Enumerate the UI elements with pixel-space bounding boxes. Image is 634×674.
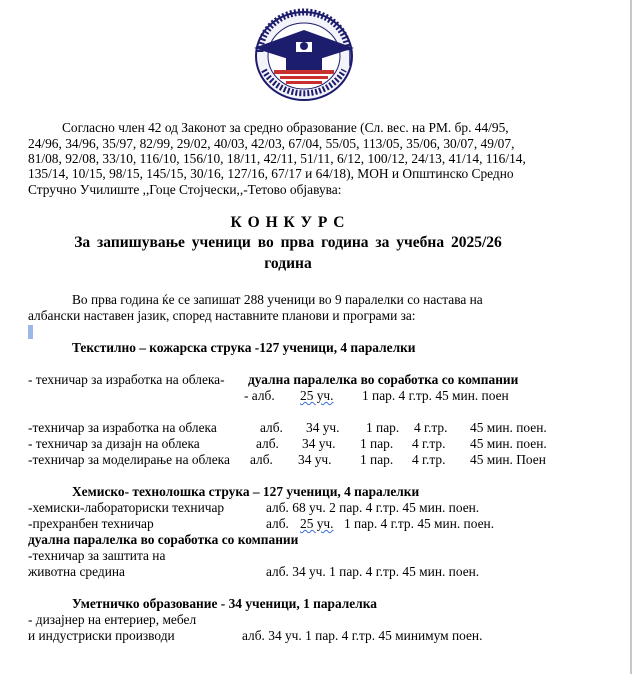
row-label: -техничар за изработка на облека xyxy=(28,420,217,435)
row-label: и индустриски производи xyxy=(28,628,175,643)
document-subtitle-line-2: година xyxy=(264,255,312,272)
intro-line-1: Согласно член 42 од Законот за средно образование (Сл. вес. на РМ. бр. 44/95, xyxy=(62,120,509,135)
row-students: 34 уч. xyxy=(302,436,336,451)
row-label: -техничар за моделирање на облека xyxy=(28,452,230,467)
section-heading-chemistry: Хемиско- технолошка струка – 127 ученици, 4 паралелки xyxy=(72,484,420,499)
row-students: 25 уч. xyxy=(300,388,334,403)
row-parallels: 1 пар. xyxy=(366,420,400,435)
row-years: 4 г.тр. xyxy=(412,452,446,467)
row-points: 45 мин. поен. xyxy=(470,436,547,451)
row-language: - алб. xyxy=(244,388,275,403)
row-students: 25 уч. xyxy=(300,516,334,531)
row-details: алб. 34 уч. 1 пар. 4 г.тр. 45 мин. поен. xyxy=(266,564,480,579)
row-language: алб. xyxy=(260,420,283,435)
row-label: - техничар за изработка на облека- xyxy=(28,372,225,387)
row-label: -техничар за заштита на xyxy=(28,548,166,563)
row-label: - дизајнер на ентериер, мебел xyxy=(28,612,197,627)
intro-line-5: Стручно Училиште ,,Гоце Стојчески,,-Тетово објавува: xyxy=(28,182,342,197)
school-seal-logo xyxy=(246,8,362,108)
section-heading-art: Уметничко образование - 34 ученици, 1 паралелка xyxy=(72,596,377,611)
text-cursor xyxy=(28,325,33,339)
row-label: -хемиски-лабораториски техничар xyxy=(28,500,225,515)
section-heading-textile: Текстилно – кожарска струка -127 ученици, 4 паралелки xyxy=(72,340,416,355)
row-label: -прехранбен техничар xyxy=(28,516,154,531)
row-points: 45 мин. поен. xyxy=(470,420,547,435)
row-label: животна средина xyxy=(28,564,125,579)
row-details: 1 пар. 4 г.тр. 45 мин. поен xyxy=(362,388,509,403)
row-students: 34 уч. xyxy=(298,452,332,467)
row-points: 45 мин. Поен xyxy=(470,452,546,467)
intro-line-2: 24/96, 34/96, 35/97, 82/99, 29/02, 40/03, 42/03, 67/04, 55/05, 113/05, 35/06, 30/07, 49/07, xyxy=(28,136,515,151)
dual-class-note: дуална паралелка во соработка со компании xyxy=(248,372,519,387)
row-language: алб. xyxy=(256,436,279,451)
document-title: К О Н К У Р С xyxy=(230,214,346,231)
page-edge xyxy=(630,0,632,674)
document-subtitle-line-1: За запишување ученици во прва година за учебна 2025/26 xyxy=(74,234,502,251)
enrollment-line-1: Во прва година ќе се запишат 288 ученици во 9 паралелки со настава на xyxy=(72,292,483,307)
row-details: алб. 34 уч. 1 пар. 4 г.тр. 45 минимум поен. xyxy=(242,628,483,643)
row-details: алб. 68 уч. 2 пар. 4 г.тр. 45 мин. поен. xyxy=(266,500,480,515)
row-parallels: 1 пар. xyxy=(360,452,394,467)
row-label: - техничар за дизајн на облека xyxy=(28,436,200,451)
row-years: 4 г.тр. xyxy=(414,420,448,435)
row-language: алб. xyxy=(250,452,273,467)
intro-line-3: 81/08, 92/08, 33/10, 116/10, 156/10, 18/11, 42/11, 51/11, 6/12, 100/12, 24/13, 41/14, 116/14, xyxy=(28,151,526,166)
enrollment-line-2: албански наставен јазик, според наставните планови и програми за: xyxy=(28,308,416,323)
intro-line-4: 135/14, 10/15, 98/15, 145/15, 30/16, 127/16, 67/17 и 64/18), МОН и Општинско Средно xyxy=(28,166,514,181)
row-parallels: 1 пар. xyxy=(360,436,394,451)
row-years: 4 г.тр. xyxy=(412,436,446,451)
dual-class-note: дуална паралелка во соработка со компании xyxy=(28,532,299,547)
row-details: 1 пар. 4 г.тр. 45 мин. поен. xyxy=(344,516,495,531)
row-students: 34 уч. xyxy=(306,420,340,435)
row-language: алб. xyxy=(266,516,289,531)
